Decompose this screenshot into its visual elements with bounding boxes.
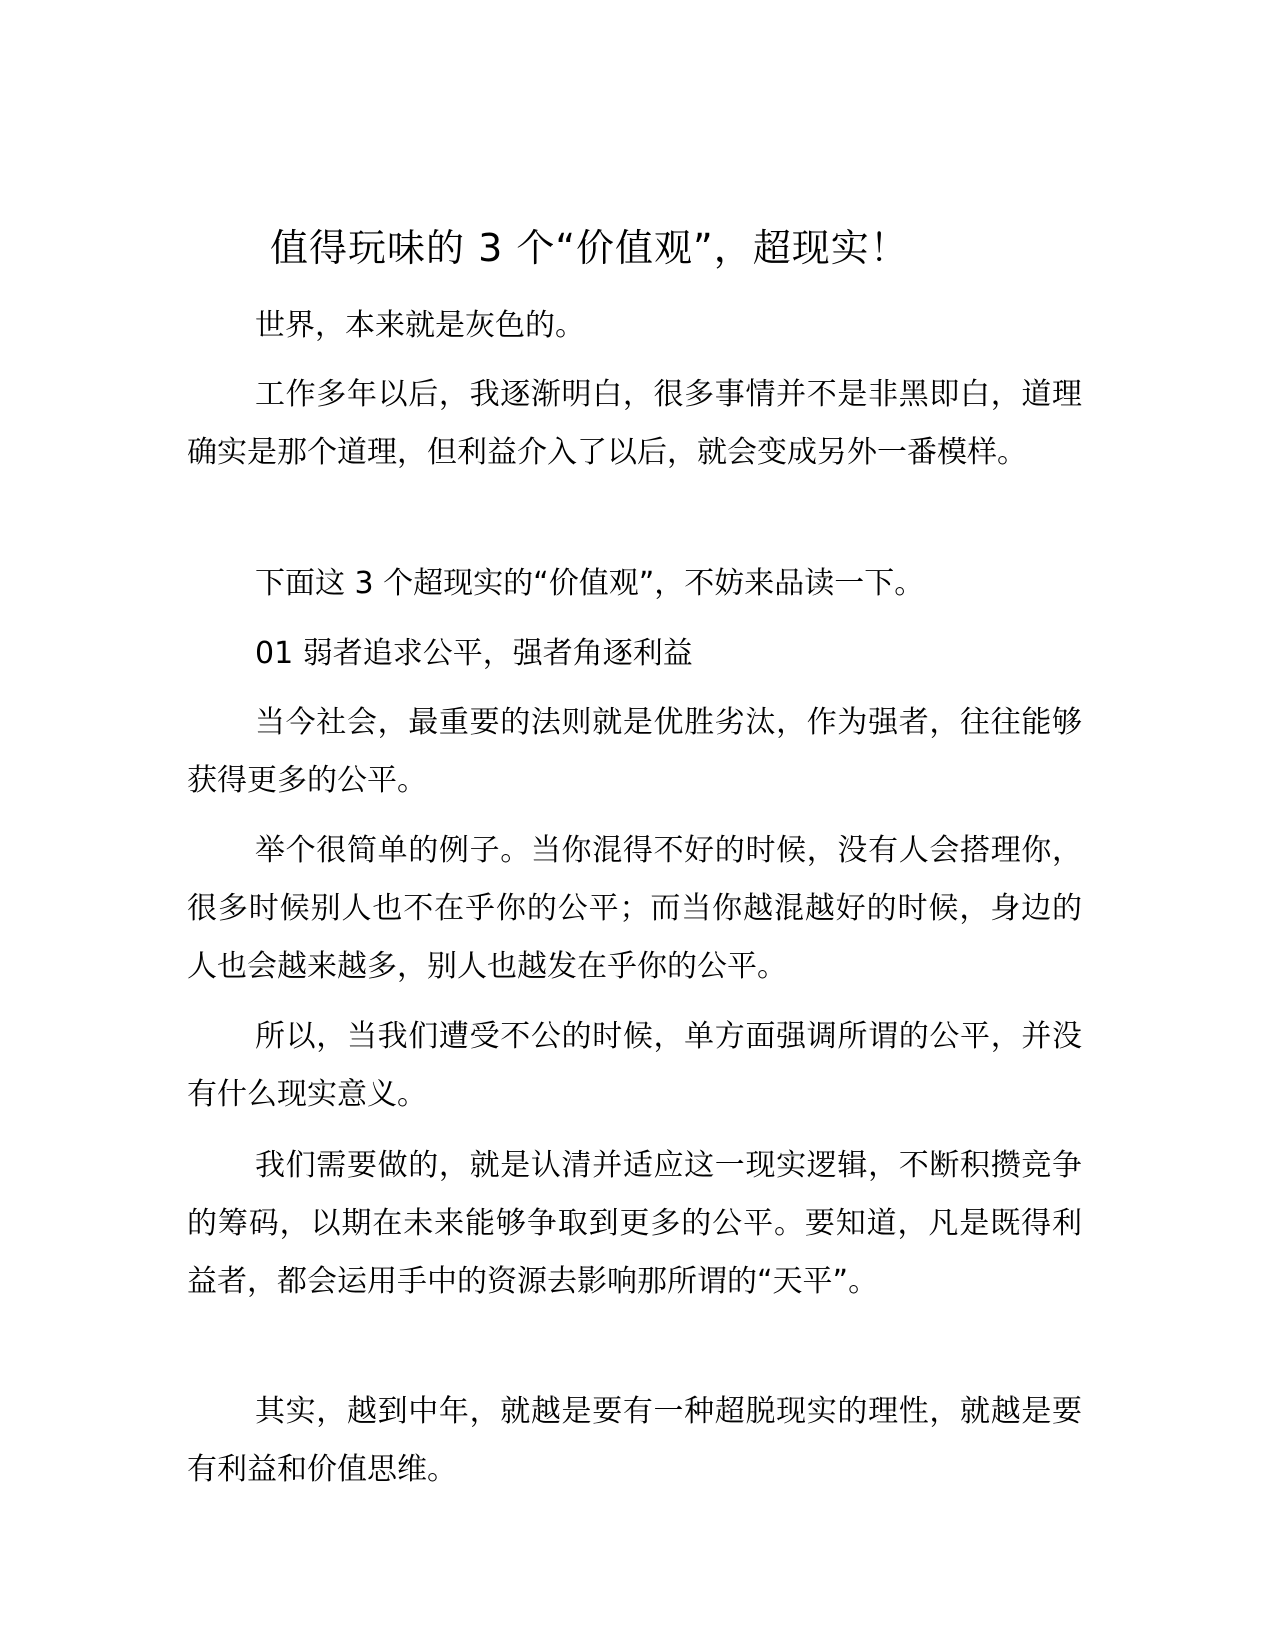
paragraph-what-to-do: 我们需要做的，就是认清并适应这一现实逻辑，不断积攒竞争的筹码，以期在未来能够争取到更多的公平。要知道，凡是既得利益者，都会运用手中的资源去影响那所谓的“天平”。 [187, 1148, 1082, 1299]
paragraph-society-rule: 当今社会，最重要的法则就是优胜劣汰，作为强者，往往能够获得更多的公平。 [187, 705, 1082, 798]
paragraph-lead-in: 下面这 3 个超现实的“价值观”，不妨来品读一下。 [255, 566, 925, 601]
paragraph-unfairness: 所以，当我们遭受不公的时候，单方面强调所谓的公平，并没有什么现实意义。 [187, 1019, 1082, 1112]
paragraph-intro: 世界，本来就是灰色的。 [255, 308, 585, 343]
section-heading-01: 01 弱者追求公平，强者角逐利益 [255, 636, 693, 671]
paragraph-example: 举个很简单的例子。当你混得不好的时候，没有人会搭理你，很多时候别人也不在乎你的公平；而当你越混越好的时候，身边的人也会越来越多，别人也越发在乎你的公平。 [187, 833, 1082, 984]
paragraph-work-years: 工作多年以后，我逐渐明白，很多事情并不是非黑即白，道理确实是那个道理，但利益介入了以后，就会变成另外一番模样。 [187, 377, 1082, 470]
document-title: 值得玩味的 3 个“价值观”，超现实！ [270, 226, 909, 270]
paragraph-middle-age: 其实，越到中年，就越是要有一种超脱现实的理性，就越是要有利益和价值思维。 [187, 1394, 1082, 1487]
